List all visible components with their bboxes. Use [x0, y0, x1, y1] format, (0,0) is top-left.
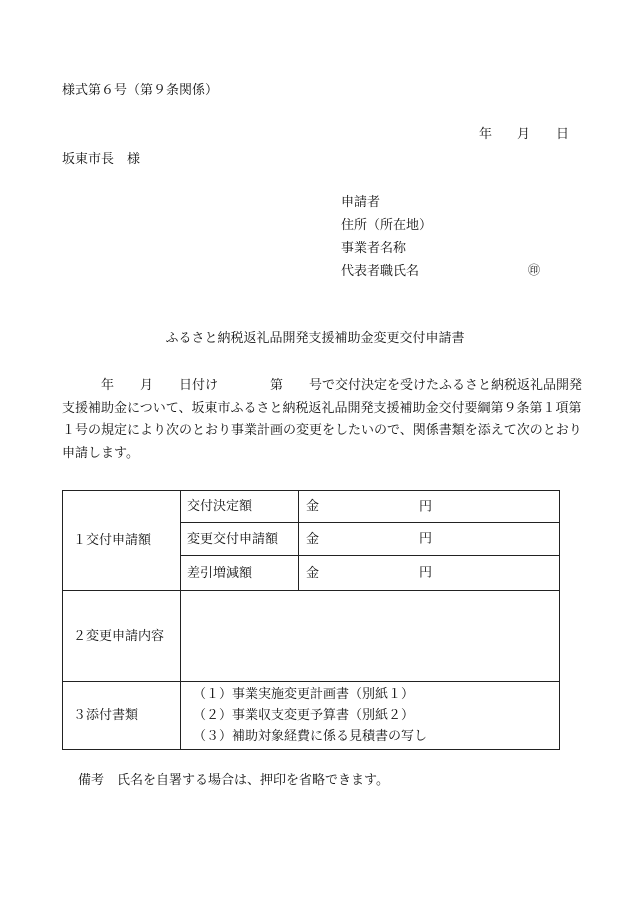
changed-amount-field[interactable]: [299, 523, 560, 556]
attachment-item: （２）事業収支変更予算書（別紙２）: [193, 708, 415, 723]
body-line: 年 月 日付け 第 号で交付決定を受けたふるさと納税返礼品開発: [62, 378, 583, 393]
row-label-difference: 差引増減額: [181, 556, 299, 591]
section-2-heading: ２変更申請内容: [63, 591, 181, 682]
attachment-item: （３）補助対象経費に係る見積書の写し: [193, 729, 428, 744]
amount-unit: 円: [419, 531, 433, 547]
amount-prefix: 金: [306, 499, 320, 514]
section-1-heading: １交付申請額: [63, 491, 181, 591]
addressee: 坂東市長 様: [62, 152, 141, 167]
applicant-business-name-label: 事業者名称: [341, 241, 407, 256]
applicant-heading: 申請者: [341, 195, 381, 210]
date-year-label: 年: [479, 127, 493, 142]
date-day-label: 日: [556, 127, 570, 142]
seal-mark: ㊞: [528, 263, 541, 277]
change-content-field[interactable]: [181, 591, 560, 682]
document-title: ふるさと納税返礼品開発支援補助金変更交付申請書: [165, 331, 465, 346]
application-table: [62, 490, 560, 750]
amount-prefix: 金: [306, 531, 320, 547]
row-label-decided-amount: 交付決定額: [181, 491, 299, 523]
remarks-note: 備考 氏名を自署する場合は、押印を省略できます。: [78, 773, 389, 788]
body-line: １号の規定により次のとおり事業計画の変更をしたいので、関係書類を添えて次のとおり: [62, 423, 582, 438]
applicant-block: [341, 196, 432, 288]
applicant-address-label: 住所（所在地）: [341, 218, 433, 233]
amount-unit: 円: [419, 565, 433, 581]
difference-amount-field[interactable]: [299, 556, 560, 591]
row-label-changed-amount: 変更交付申請額: [181, 523, 299, 556]
body-line: 申請します。: [62, 445, 139, 461]
form-number: 様式第６号（第９条関係）: [62, 83, 219, 98]
date-month-label: 月: [517, 127, 531, 142]
decided-amount-field[interactable]: [299, 491, 560, 523]
body-line: 支援補助金について、坂東市ふるさと納税返礼品開発支援補助金交付要綱第９条第１項第: [62, 400, 582, 416]
amount-prefix: 金: [306, 565, 320, 581]
section-3-heading: ３添付書類: [63, 682, 181, 750]
body-paragraph: [62, 375, 583, 465]
applicant-representative-label: 代表者職氏名: [341, 264, 420, 279]
amount-unit: 円: [419, 499, 433, 514]
attachment-item: （１）事業実施変更計画書（別紙１）: [193, 687, 415, 702]
attachments-list: [181, 682, 560, 750]
